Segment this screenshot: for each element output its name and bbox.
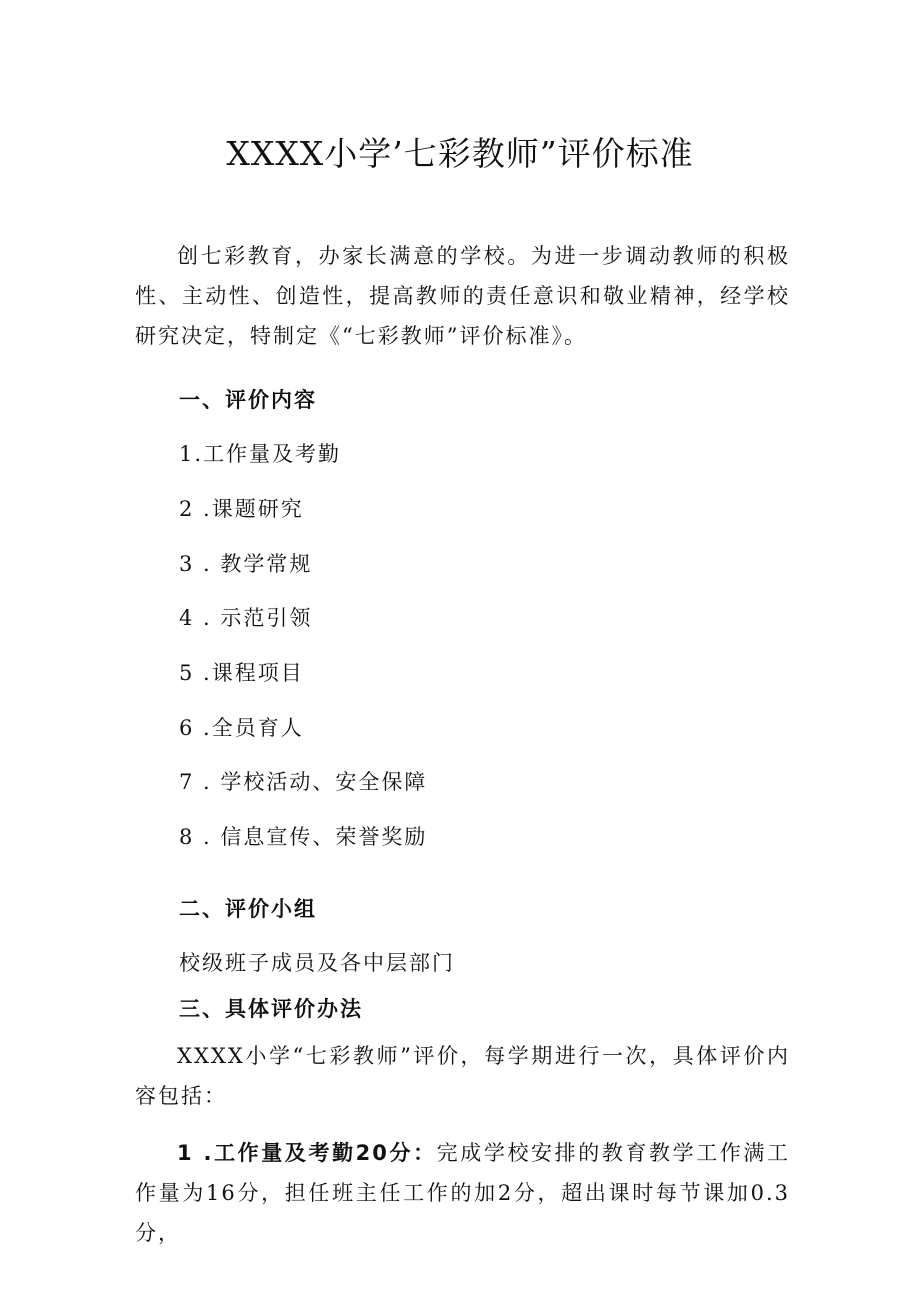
document-title: XXXX小学’七彩教师”评价标准 (226, 134, 694, 173)
content-item-7: 7 . 学校活动、安全保障 (179, 770, 428, 794)
content-item-5: 5 .课程项目 (179, 661, 304, 685)
content-item-6: 6 .全员育人 (179, 716, 304, 740)
workload-paragraph (135, 1133, 790, 1253)
content-item-3: 3 . 教学常规 (179, 552, 313, 576)
group-members-text: 校级班子成员及各中层部门 (179, 951, 455, 975)
content-item-2: 2 .课题研究 (179, 497, 304, 521)
section-heading-group: 二、评价小组 (179, 897, 317, 921)
intro-paragraph: 创七彩教育，办家长满意的学校。为进一步调动教师的积极性、主动性、创造性，提高教师的责任意识和敬业精神，经学校研究决定，特制定《“七彩教师”评价标准》。 (135, 244, 790, 348)
content-item-8: 8 . 信息宣传、荣誉奖励 (179, 825, 428, 849)
section-heading-content: 一、评价内容 (179, 388, 317, 412)
content-item-1: 1.工作量及考勤 (179, 442, 342, 466)
method-paragraph: XXXX小学“七彩教师”评价，每学期进行一次，具体评价内容包括： (135, 1044, 790, 1108)
workload-label: 1 .工作量及考勤20分： (177, 1141, 437, 1165)
workload-text: 完成学校安排的教育教学工作满工作量为16分，担任班主任工作的加2分，超出课时每节课加0.3分， (135, 1141, 791, 1245)
content-item-4: 4 . 示范引领 (179, 606, 313, 630)
section-heading-method: 三、具体评价办法 (179, 997, 363, 1021)
